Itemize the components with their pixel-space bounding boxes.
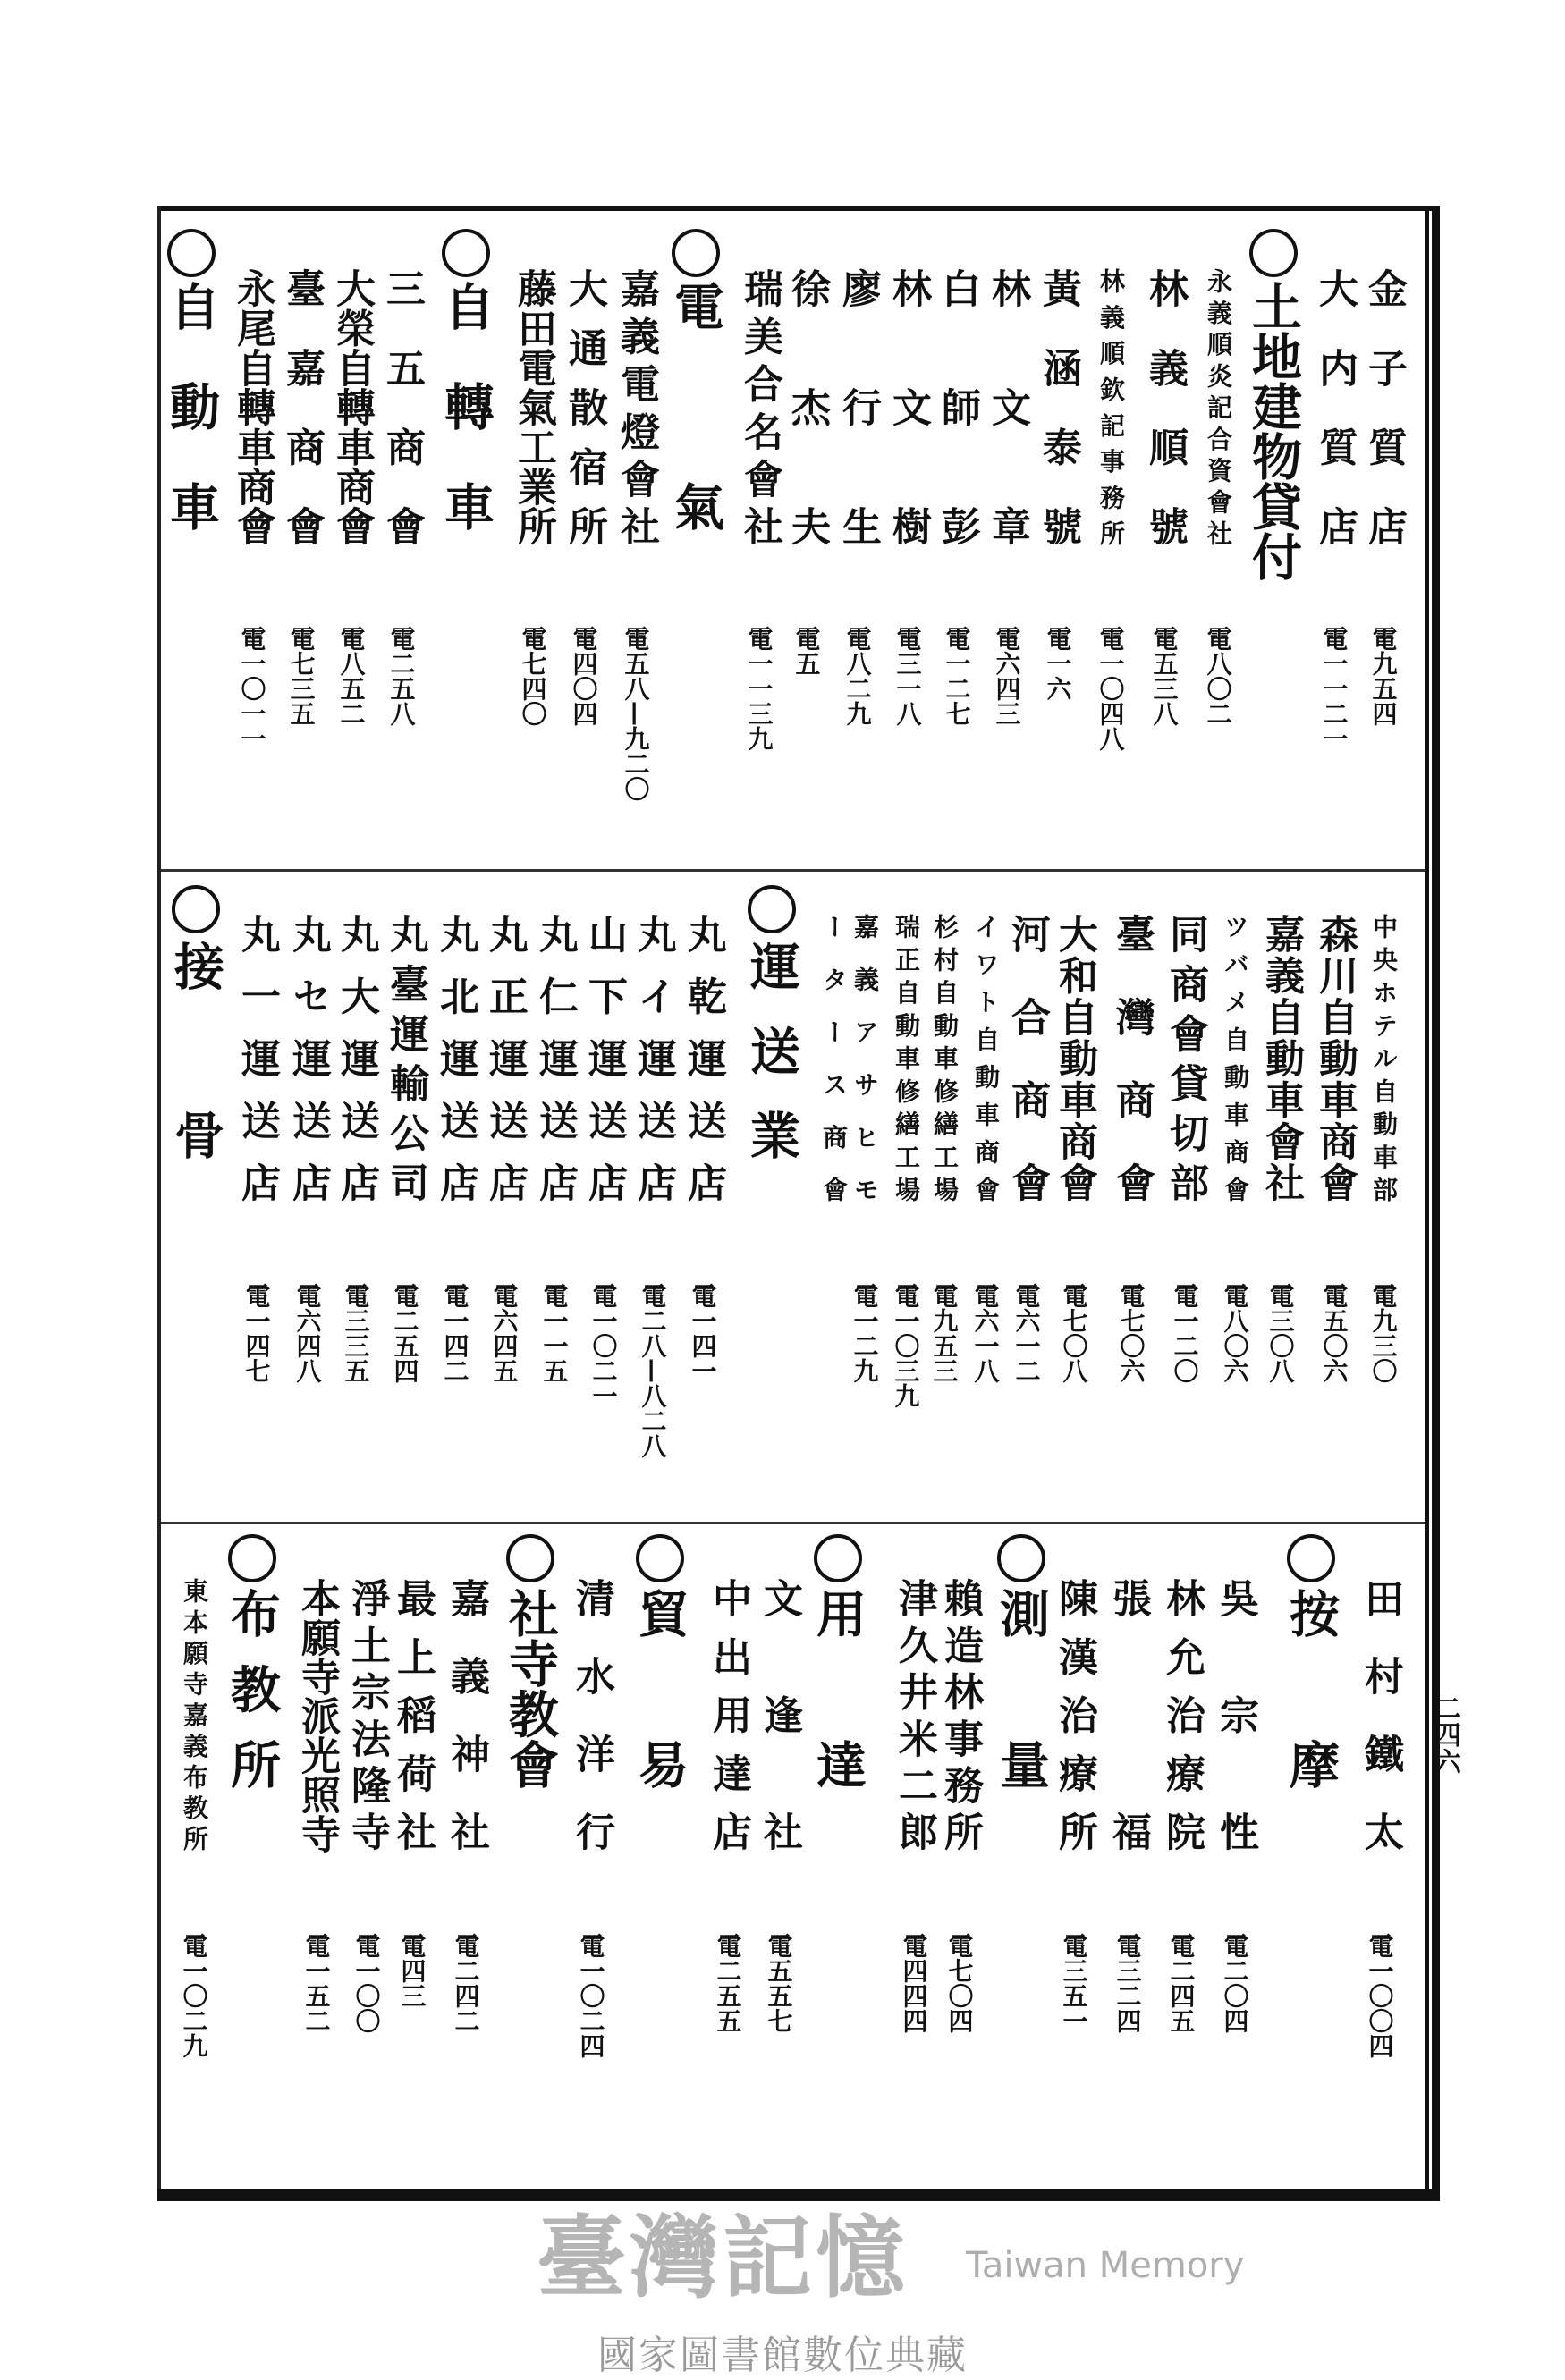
category-heading: 接骨	[166, 941, 225, 1160]
category-heading: 電氣	[666, 281, 725, 531]
listing-phone: 電三二四	[1112, 1933, 1143, 2033]
category-heading: 貿易	[630, 1588, 689, 1789]
listing-phone: 電三〇八	[1265, 1283, 1296, 1383]
listing-name: 丸仁運送店	[532, 914, 578, 1202]
category-heading: 測量	[992, 1588, 1051, 1789]
listing-name: 永尾自轉車商會	[230, 268, 275, 545]
listing-phone: 電一〇三九	[891, 1283, 921, 1408]
listing-name: 廖行生	[835, 268, 881, 545]
listing-phone: 電五五七	[764, 1933, 794, 2033]
frame-bottom-border	[157, 2189, 1440, 2201]
category-circle-icon	[672, 229, 720, 277]
listing-phone: 電二〇四	[1220, 1933, 1250, 2033]
category-heading: 社寺教會	[501, 1588, 560, 1789]
listing-phone: 電一〇〇四	[1365, 1933, 1395, 2058]
listing-phone: 電五八—九二〇	[621, 626, 651, 801]
listing-phone: 電九五三	[929, 1283, 960, 1383]
listing-name: 丸臺運輸公司	[383, 914, 428, 1202]
listing-phone: 電二五五	[713, 1933, 743, 2033]
watermark-logo-en: Taiwan Memory	[966, 2245, 1245, 2286]
listing-name: 林文章	[985, 268, 1030, 545]
frame-right-border	[1425, 206, 1429, 2199]
category-heading: 自動車	[162, 281, 221, 531]
listing-phone: 電一〇二四	[576, 1933, 606, 2058]
listing-name: 林義順號	[1142, 268, 1188, 545]
listing-name: 嘉義電燈會社	[613, 268, 659, 545]
listing-name: 大内質店	[1312, 268, 1358, 545]
listing-phone: 電六一二	[1011, 1283, 1042, 1383]
listing-name: 吳宗性	[1213, 1578, 1258, 1851]
listing-phone: 電五	[791, 626, 822, 676]
listing-phone: 電六四五	[489, 1283, 520, 1383]
listing-name: 山下運送店	[581, 914, 627, 1202]
listing-name: 嘉義神社	[444, 1578, 489, 1851]
listing-name: 張福	[1105, 1578, 1151, 1851]
category-circle-icon	[172, 885, 220, 933]
category-circle-icon	[1249, 229, 1298, 277]
listing-phone: 電二五八	[386, 626, 417, 726]
listing-phone: 電三五一	[1059, 1933, 1089, 2033]
listing-name: 森川自動車商會	[1312, 914, 1358, 1202]
listing-phone: 電一四一	[688, 1283, 718, 1383]
listing-name: 丸大運送店	[334, 914, 379, 1202]
listing-name: ータース商會	[819, 914, 849, 1202]
listing-name: 丸北運送店	[433, 914, 478, 1202]
listing-phone: 電四〇四	[569, 626, 599, 726]
listing-name: 東本願寺嘉義布教所	[180, 1578, 209, 1851]
listing-phone: 電九三〇	[1368, 1283, 1399, 1383]
listing-phone: 電一〇四八	[1096, 626, 1126, 751]
listing-phone: 電三三五	[341, 1283, 371, 1383]
listing-name: 田村鐵太	[1358, 1578, 1403, 1851]
frame-left-border	[157, 206, 161, 2199]
listing-phone: 電一四二	[440, 1283, 470, 1383]
listing-name: 嘉義自動車會社	[1258, 914, 1304, 1202]
listing-phone: 電七四〇	[518, 626, 548, 726]
listing-phone: 電八〇六	[1220, 1283, 1250, 1383]
listing-name: 白師彭	[935, 268, 980, 545]
listing-phone: 電六一八	[970, 1283, 1001, 1383]
listing-name: 陳漢治療所	[1052, 1578, 1097, 1851]
listing-phone: 電一二七	[942, 626, 972, 726]
listing-phone: 電三一八	[892, 626, 923, 726]
listing-phone: 電四三	[397, 1933, 427, 2008]
listing-name: 金子質店	[1361, 268, 1407, 545]
frame-right-border-thick	[1432, 206, 1440, 2199]
listing-name: 丸イ運送店	[630, 914, 676, 1202]
listing-name: 最上稻荷社	[390, 1578, 436, 1851]
page-number: 二四六	[1429, 1694, 1460, 1775]
listing-phone: 電一一三九	[744, 626, 774, 751]
listing-name: 中央ホテル自動車部	[1369, 914, 1399, 1202]
listing-phone: 電一〇〇	[351, 1933, 382, 2033]
listing-name: 丸乾運送店	[681, 914, 726, 1202]
category-circle-icon	[167, 229, 216, 277]
category-circle-icon	[814, 1534, 862, 1582]
listing-name: 嘉義アサヒモ	[850, 914, 880, 1202]
listing-phone: 電一二九	[850, 1283, 880, 1383]
category-circle-icon	[748, 885, 796, 933]
listing-phone: 電一一五	[539, 1283, 570, 1383]
category-heading: 用達	[808, 1588, 867, 1789]
listing-phone: 電二四二	[451, 1933, 481, 2033]
listing-name: 瑞正自動車修繕工場	[892, 914, 921, 1202]
listing-name: 賴造林事務所	[937, 1578, 983, 1851]
listing-phone: 電八五二	[336, 626, 367, 726]
listing-phone: 電二四五	[1166, 1933, 1197, 2033]
listing-phone: 電一四七	[241, 1283, 272, 1383]
category-heading: 按摩	[1282, 1588, 1341, 1789]
listing-name: 臺嘉商會	[279, 268, 325, 545]
listing-name: 永義順炎記合資會社	[1204, 268, 1233, 545]
category-circle-icon	[997, 1534, 1045, 1582]
listing-phone: 電七〇六	[1116, 1283, 1146, 1383]
listing-name: 林文樹	[885, 268, 931, 545]
listing-phone: 電一二〇	[1170, 1283, 1200, 1383]
listing-phone: 電一〇二一	[588, 1283, 619, 1408]
listing-name: ツバメ自動車商會	[1221, 914, 1250, 1202]
listing-phone: 電九五四	[1368, 626, 1399, 726]
listing-name: 文逢社	[757, 1578, 802, 1851]
listing-phone: 電二八—八二八	[638, 1283, 668, 1458]
listing-name: 河合商會	[1004, 914, 1050, 1202]
listing-name: 黃涵泰號	[1036, 268, 1081, 545]
listing-phone: 電一六	[1043, 626, 1073, 701]
listing-name: 丸一運送店	[234, 914, 280, 1202]
listing-phone: 電一一二一	[1319, 626, 1349, 751]
listing-phone: 電一〇一一	[237, 626, 267, 751]
listing-name: 三五商會	[379, 268, 425, 545]
listing-name: 大榮自轉車商會	[329, 268, 375, 545]
category-circle-icon	[636, 1534, 684, 1582]
frame-top-border	[157, 206, 1438, 211]
listing-phone: 電七〇四	[944, 1933, 975, 2033]
listing-name: 丸セ運送店	[285, 914, 331, 1202]
listing-name: 杉村自動車修繕工場	[930, 914, 960, 1202]
category-heading: 自轉車	[436, 281, 495, 531]
listing-phone: 電七〇八	[1059, 1283, 1089, 1383]
listing-name: 臺灣商會	[1109, 914, 1155, 1202]
listing-phone: 電五〇六	[1319, 1283, 1349, 1383]
section-divider	[161, 1522, 1425, 1524]
listing-name: 林允治療院	[1159, 1578, 1205, 1851]
listing-name: 同商會貸切部	[1163, 914, 1208, 1202]
listing-name: 津久井米二郎	[892, 1578, 937, 1851]
listing-name: イワト自動車商會	[971, 914, 1001, 1202]
listing-name: 清水洋行	[569, 1578, 614, 1851]
listing-name: 藤田電氣工業所	[511, 268, 556, 545]
listing-phone: 電二五四	[390, 1283, 420, 1383]
category-heading: 土地建物貸付	[1244, 281, 1303, 581]
listing-phone: 電六四三	[992, 626, 1022, 726]
listing-name: 徐杰夫	[784, 268, 830, 545]
section-divider	[161, 869, 1425, 872]
listing-name: 大和自動車商會	[1052, 914, 1097, 1202]
listing-phone: 電七三五	[286, 626, 317, 726]
listing-phone: 電四四四	[899, 1933, 929, 2033]
watermark-logo: 臺灣記憶	[537, 2205, 909, 2310]
listing-phone: 電一五二	[301, 1933, 332, 2033]
listing-phone: 電五三八	[1149, 626, 1180, 726]
category-heading: 運送業	[742, 941, 801, 1160]
category-circle-icon	[228, 1534, 276, 1582]
listing-name: 丸正運送店	[482, 914, 528, 1202]
listing-name: 瑞美合名會社	[737, 268, 782, 545]
listing-name: 林義順欽記事務所	[1096, 268, 1126, 545]
listing-name: 本願寺派光照寺	[294, 1578, 340, 1853]
category-circle-icon	[1287, 1534, 1335, 1582]
listing-name: 淨土宗法隆寺	[344, 1578, 390, 1851]
listing-phone: 電一〇二九	[179, 1933, 209, 2058]
listing-name: 中出用達店	[706, 1578, 751, 1851]
category-heading: 布教所	[223, 1588, 282, 1789]
listing-name: 大通散宿所	[562, 268, 607, 545]
listing-phone: 電八〇二	[1203, 626, 1233, 726]
listing-phone: 電八二九	[842, 626, 873, 726]
category-circle-icon	[506, 1534, 554, 1582]
category-circle-icon	[442, 229, 490, 277]
footer-credit: 國家圖書館數位典藏	[597, 2333, 968, 2378]
listing-phone: 電六四八	[292, 1283, 323, 1383]
